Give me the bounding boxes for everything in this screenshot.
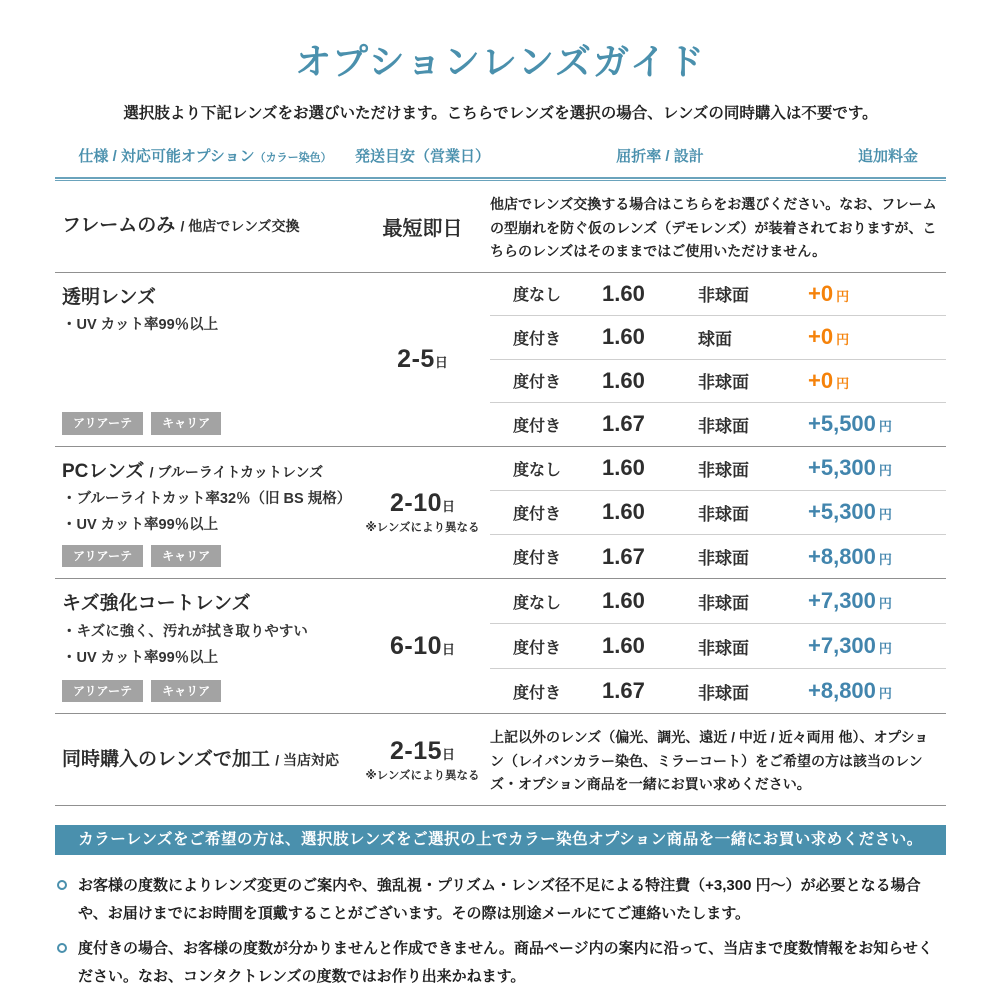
section-title-suffix: / 他店でレンズ交換 [180, 218, 300, 235]
spec-column [55, 714, 355, 805]
shipping-days: 6-10 [389, 631, 443, 660]
fee-amount: +5,300 [808, 499, 876, 525]
additional-fee [808, 281, 946, 307]
color-lens-banner: カラーレンズをご希望の方は、選択肢レンズをご選択の上でカラー染色オプション商品を一緒にお買い求めください。 [55, 825, 946, 855]
fee-row [490, 669, 946, 713]
fee-row [490, 491, 946, 535]
table-header-row [55, 145, 946, 166]
column-header-right-group [490, 145, 946, 166]
shipping-unit: 日 [442, 499, 456, 515]
refractive-index: 1.60 [602, 367, 645, 393]
section-title-suffix: / 当店対応 [275, 751, 340, 768]
power-type: 度付き [513, 505, 562, 523]
fee-row [490, 316, 946, 360]
badge-ariate: アリアーテ [62, 680, 143, 702]
lens-design: 非球面 [698, 549, 749, 569]
power-type: 度付き [513, 684, 562, 702]
additional-fee [808, 588, 946, 614]
additional-fee [808, 455, 946, 481]
power-type: 度付き [513, 639, 562, 657]
fee-unit: 円 [878, 419, 892, 435]
fee-row [490, 273, 946, 317]
lens-design: 非球面 [698, 638, 749, 658]
spec-column [55, 447, 355, 579]
shipping-column [355, 447, 490, 579]
refractive-index: 1.60 [602, 324, 645, 350]
section-title-suffix: / ブルーライトカットレンズ [149, 463, 324, 480]
color-option-badges [62, 535, 221, 567]
fee-row [490, 360, 946, 404]
fee-amount: +5,300 [808, 455, 876, 481]
fee-unit: 円 [836, 332, 850, 348]
section-title: キズ強化コートレンズ [62, 593, 251, 615]
additional-fee [808, 368, 946, 394]
fee-row [490, 535, 946, 578]
shipping-estimate [397, 345, 448, 374]
column-header-spec [55, 145, 355, 166]
section-copurchase-lens [55, 714, 946, 806]
column-header-fee: 追加料金 [857, 148, 918, 165]
fee-amount: +0 [808, 367, 834, 393]
power-type: 度付き [513, 417, 562, 435]
fee-unit: 円 [878, 641, 892, 657]
color-option-badges [62, 402, 221, 434]
feature-bullet: ・キズに強く、汚れが拭き取りやすい [62, 624, 308, 641]
column-header-shipping: 発送目安（営業日） [355, 148, 491, 165]
footnote-text: 度付きの場合、お客様の度数が分かりませんと作成できません。商品ページ内の案内に沿って、当店まで度数情報をお知らせください。なお、コンタクトレンズの度数ではお作り出来かねます。 [78, 940, 933, 986]
badge-carrier: キャリア [151, 545, 221, 567]
lens-design: 非球面 [698, 416, 749, 436]
fee-unit: 円 [878, 596, 892, 612]
footnote-text: お客様の度数によりレンズ変更のご案内や、強乱視・プリズム・レンズ径不足による特注費（+3,300 円〜）が必要となる場合や、お届けまでにお時間を頂戴することがございます。その際は別途メールにてご連絡いたします。 [78, 876, 921, 922]
shipping-column [355, 579, 490, 713]
section-title [62, 460, 323, 484]
column-header-index-design: 屈折率 / 設計 [616, 148, 704, 165]
fee-amount: +7,300 [808, 633, 876, 659]
shipping-unit: 日 [434, 354, 448, 370]
section-frame-only [55, 181, 946, 273]
lens-option-table [55, 181, 946, 806]
section-title [62, 748, 339, 772]
fee-row [490, 624, 946, 669]
lens-design: 非球面 [698, 593, 749, 613]
color-option-badges [62, 670, 221, 702]
fee-amount: +8,800 [808, 543, 876, 569]
shipping-estimate [390, 737, 455, 766]
lens-design: 非球面 [698, 373, 749, 393]
lens-design: 非球面 [698, 460, 749, 480]
power-type: 度付き [513, 330, 562, 348]
additional-fee [808, 633, 946, 659]
badge-ariate: アリアーテ [62, 545, 143, 567]
section-note: 他店でレンズ交換する場合はこちらをお選びください。なお、フレームの型崩れを防ぐ仮のレンズ（デモレンズ）が装着されておりますが、こちらのレンズはそのままではご使用いただけません。 [490, 196, 937, 260]
additional-fee [808, 544, 946, 570]
power-type: 度なし [513, 594, 562, 612]
refractive-index: 1.60 [602, 633, 645, 659]
page-title: オプションレンズガイド [295, 41, 706, 82]
badge-ariate: アリアーテ [62, 412, 143, 434]
lens-design: 球面 [698, 329, 732, 349]
refractive-index: 1.60 [602, 455, 645, 481]
shipping-days: 2-10 [389, 489, 443, 518]
fee-unit: 円 [878, 551, 892, 567]
section-title-main: フレームのみ [62, 215, 176, 237]
footnotes [57, 872, 944, 991]
fee-amount: +0 [808, 324, 834, 350]
refractive-index: 1.60 [602, 499, 645, 525]
shipping-column [355, 714, 490, 805]
lens-design: 非球面 [698, 286, 749, 306]
fee-unit: 円 [878, 507, 892, 523]
section-title-main: 同時購入のレンズで加工 [62, 748, 270, 770]
badge-carrier: キャリア [151, 412, 221, 434]
column-header-spec-note: （カラー染色） [254, 152, 332, 164]
fee-rows [490, 579, 946, 713]
fee-unit: 円 [836, 288, 850, 304]
fee-amount: +0 [808, 280, 834, 306]
fee-row [490, 403, 946, 446]
feature-bullet: ・UV カット率99％以上 [62, 317, 219, 334]
footnote [57, 872, 944, 928]
power-type: 度なし [513, 461, 562, 479]
refractive-index: 1.60 [602, 588, 645, 614]
additional-fee [808, 499, 946, 525]
fee-unit: 円 [878, 463, 892, 479]
lens-design: 非球面 [698, 504, 749, 524]
shipping-note: ※レンズにより異なる [365, 522, 480, 535]
fee-row [490, 579, 946, 624]
additional-fee [808, 324, 946, 350]
power-type: 度付き [513, 374, 562, 392]
feature-bullet: ・UV カット率99％以上 [62, 517, 219, 534]
fee-unit: 円 [836, 375, 850, 391]
refractive-index: 1.67 [602, 411, 645, 437]
fee-amount: +7,300 [808, 588, 876, 614]
section-clear-lens [55, 273, 946, 447]
shipping-estimate [390, 632, 455, 661]
lens-design: 非球面 [698, 683, 749, 703]
additional-fee [808, 411, 946, 437]
power-type: 度なし [513, 287, 562, 305]
shipping-unit: 日 [442, 746, 456, 762]
section-title [62, 214, 300, 238]
spec-column [55, 273, 355, 446]
shipping-estimate: 最短即日 [382, 217, 463, 240]
fee-amount: +8,800 [808, 678, 876, 704]
section-title: 透明レンズ [62, 286, 156, 308]
circle-bullet-icon [57, 943, 67, 953]
shipping-column [355, 181, 490, 272]
section-scratch-coat-lens [55, 579, 946, 714]
section-title-main: PCレンズ [62, 460, 145, 482]
column-header-spec-label: 仕様 / 対応可能オプション [78, 148, 255, 165]
power-type: 度付き [513, 550, 562, 568]
shipping-days: 2-15 [389, 736, 443, 765]
fee-amount: +5,500 [808, 411, 876, 437]
shipping-days: 2-5 [397, 344, 435, 373]
additional-fee [808, 678, 946, 704]
shipping-unit: 日 [442, 641, 456, 657]
spec-column [55, 579, 355, 713]
section-pc-lens [55, 447, 946, 580]
spec-column [55, 181, 355, 272]
fee-unit: 円 [878, 686, 892, 702]
refractive-index: 1.67 [602, 543, 645, 569]
shipping-column [355, 273, 490, 446]
footnote [57, 935, 944, 991]
badge-carrier: キャリア [151, 680, 221, 702]
page-subtitle: 選択肢より下記レンズをお選びいただけます。こちらでレンズを選択の場合、レンズの同時購入は不要です。 [123, 105, 878, 122]
shipping-note: ※レンズにより異なる [365, 769, 480, 782]
section-note: 上記以外のレンズ（偏光、調光、遠近 / 中近 / 近々両用 他）、オプション（レイバンカラー染色、ミラーコート）をご希望の方は該当のレンズ・オプション商品を一緒にお買い求めください。 [490, 729, 929, 793]
fee-rows [490, 447, 946, 579]
refractive-index: 1.67 [602, 678, 645, 704]
refractive-index: 1.60 [602, 280, 645, 306]
fee-rows [490, 273, 946, 446]
shipping-estimate [390, 489, 455, 518]
feature-bullet: ・ブルーライトカット率32％（旧 BS 規格） [62, 491, 352, 508]
fee-row [490, 447, 946, 491]
feature-bullet: ・UV カット率99％以上 [62, 649, 219, 666]
circle-bullet-icon [57, 880, 67, 890]
